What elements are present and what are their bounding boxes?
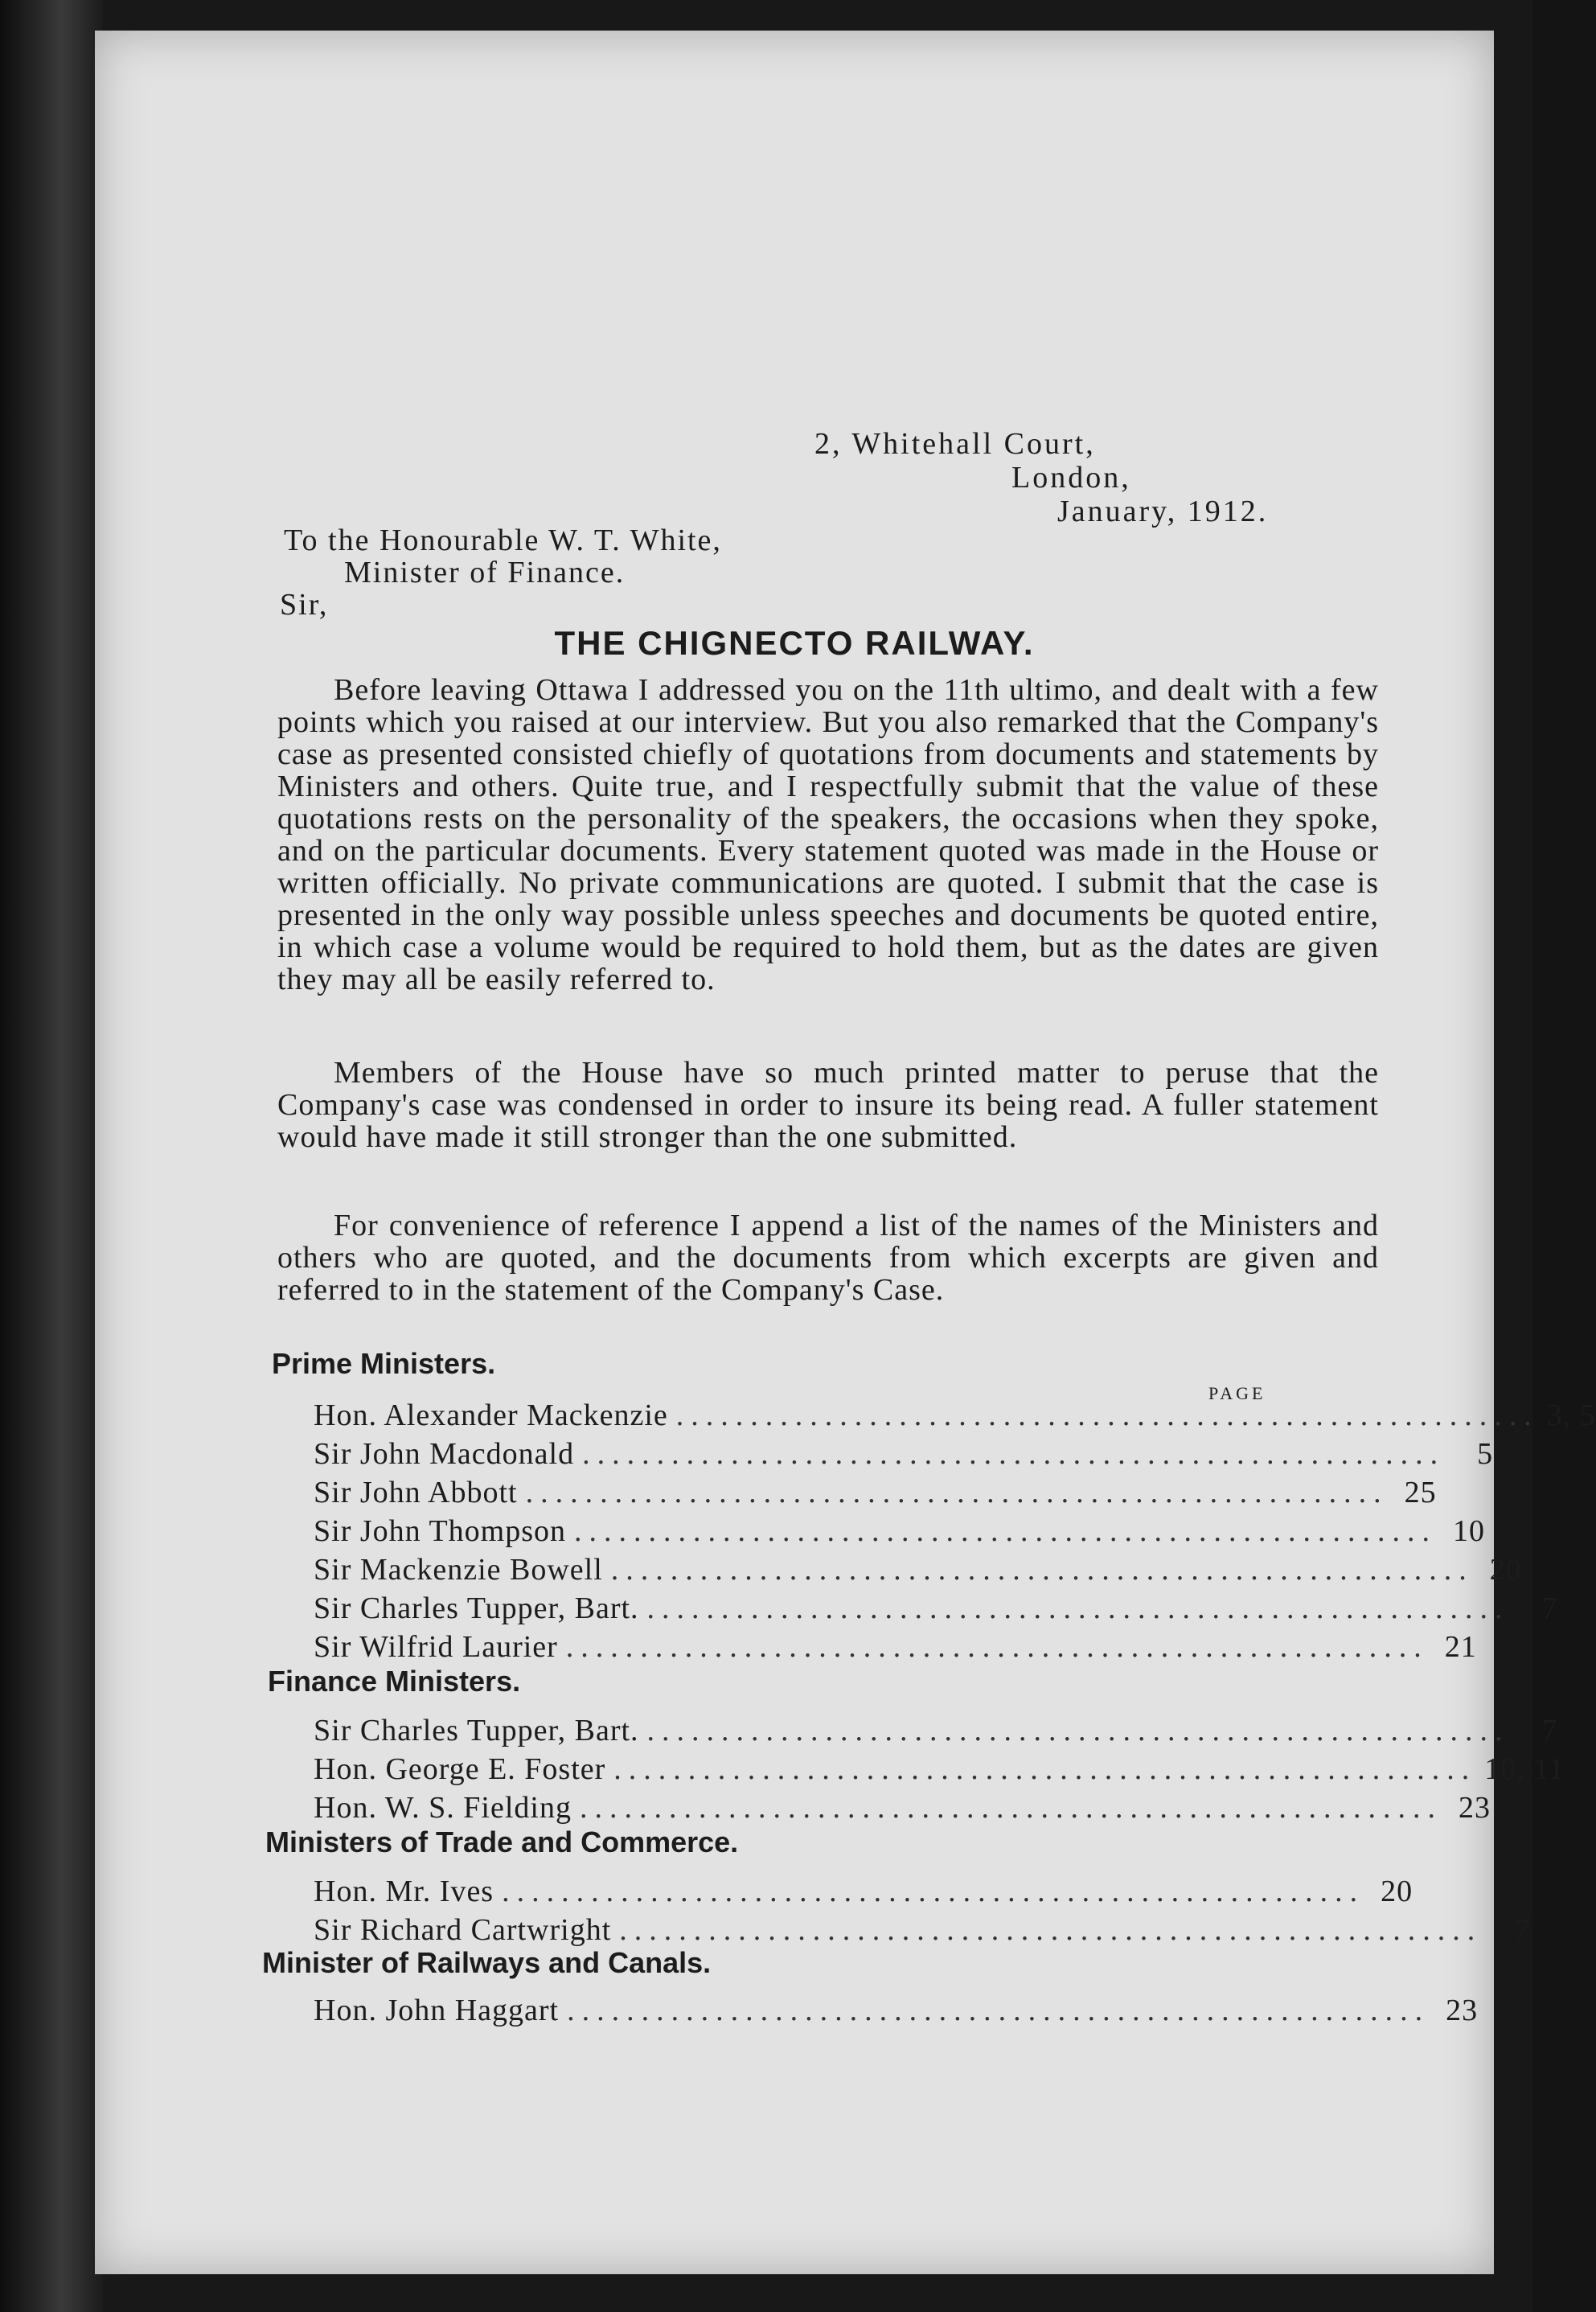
index-entry: Sir Mackenzie Bowell .......................................................... 20 xyxy=(314,1553,1522,1587)
addressee-title: Minister of Finance. xyxy=(344,556,626,589)
entry-name: Sir Charles Tupper, Bart. xyxy=(314,1714,639,1747)
entry-name: Sir John Abbott xyxy=(314,1476,518,1509)
book-binding-edge xyxy=(0,0,103,2312)
document-page xyxy=(95,31,1596,2274)
addressee-line: To the Honourable W. T. White, xyxy=(284,524,722,557)
entry-name: Sir John Macdonald xyxy=(314,1437,575,1471)
entry-page: 20 xyxy=(1489,1553,1522,1587)
entry-page: 10, 11 xyxy=(1484,1752,1565,1786)
entry-page: 23 xyxy=(1446,1994,1479,2027)
document-title: THE CHIGNECTO RAILWAY. xyxy=(554,624,1035,662)
entry-name: Hon. Mr. Ives xyxy=(314,1875,494,1908)
entry-name: Hon. John Haggart xyxy=(314,1994,560,2027)
section-heading-railways-canals: Minister of Railways and Canals. xyxy=(262,1946,712,1979)
index-entry: Sir Charles Tupper, Bart. .......................................................... 7 xyxy=(314,1591,1558,1625)
paragraph-2: Members of the House have so much printed matter to peruse that the Company's case was condensed in order to insure its being read. A fuller statement would have made it still stronger than the one submitted. xyxy=(277,1056,1379,1154)
paragraph-3: For convenience of reference I append a list of the names of the Ministers and others who are quoted, and the documents from which excerpts are given and referred to in the statement of the Company's Case. xyxy=(277,1209,1379,1307)
section-heading-prime-ministers: Prime Ministers. xyxy=(272,1347,496,1380)
index-entry: Sir John Thompson .......................................................... 10 xyxy=(314,1514,1486,1548)
index-entry: Sir Charles Tupper, Bart. .......................................................... 7 xyxy=(314,1714,1558,1747)
entry-name: Sir Mackenzie Bowell xyxy=(314,1553,603,1587)
index-entry: Hon. Alexander Mackenzie .......................................................... 3, 5 xyxy=(314,1398,1596,1432)
entry-name: Hon. George E. Foster xyxy=(314,1752,606,1786)
entry-page: 25 xyxy=(1404,1476,1437,1509)
entry-page: 5 xyxy=(1477,1437,1494,1471)
entry-name: Hon. W. S. Fielding xyxy=(314,1791,572,1825)
entry-page: 7 xyxy=(1541,1591,1558,1625)
index-entry: Sir John Macdonald .......................................................... 5 xyxy=(314,1437,1494,1471)
index-entry: Sir John Abbott .......................................................... 25 xyxy=(314,1476,1437,1509)
entry-page: 20 xyxy=(1381,1875,1413,1908)
address-line-street: 2, Whitehall Court, xyxy=(814,427,1096,461)
entry-name: Sir John Thompson xyxy=(314,1514,567,1548)
entry-page: 3, 5 xyxy=(1546,1398,1596,1432)
index-entry: Sir Wilfrid Laurier .......................................................... 21 xyxy=(314,1630,1477,1664)
entry-name: Sir Wilfrid Laurier xyxy=(314,1630,558,1664)
entry-page: 7 xyxy=(1541,1714,1558,1747)
salutation: Sir, xyxy=(280,588,329,622)
page-column-header: PAGE xyxy=(1208,1383,1266,1403)
entry-name: Sir Richard Cartwright xyxy=(314,1913,612,1947)
entry-page: 10 xyxy=(1453,1514,1486,1548)
address-line-date: January, 1912. xyxy=(1057,495,1269,528)
index-entry: Hon. Mr. Ives .......................................................... 20 xyxy=(314,1875,1413,1908)
index-entry: Hon. John Haggart .......................................................... 23 xyxy=(314,1994,1479,2027)
index-entry: Sir Richard Cartwright .......................................................... 7 xyxy=(314,1913,1531,1947)
entry-page: 7 xyxy=(1514,1913,1531,1947)
address-line-city: London, xyxy=(1011,461,1131,495)
index-entry: Hon. W. S. Fielding .......................................................... 23 xyxy=(314,1791,1491,1825)
section-heading-finance-ministers: Finance Ministers. xyxy=(268,1665,521,1698)
paragraph-1: Before leaving Ottawa I addressed you on the 11th ultimo, and dealt with a few points which you raised at our interview. But you also remarked that the Company's case as presented consisted chiefly of quotations from documents and statements by Ministers and others. Quite true, and I respectfully submit that the value of these quotations rests on the personality of the speakers, the occasions when they spoke, and on the particular documents. Every statement quoted was made in the House or written officially. No private communications are quoted. I submit that the case is presented in the only way possible unless speeches and documents be quoted entire, in which case a volume would be required to hold them, but as the dates are given they may all be easily referred to. xyxy=(277,673,1379,996)
entry-name: Sir Charles Tupper, Bart. xyxy=(314,1591,639,1625)
entry-name: Hon. Alexander Mackenzie xyxy=(314,1398,668,1432)
entry-page: 23 xyxy=(1458,1791,1491,1825)
entry-page: 21 xyxy=(1444,1630,1477,1664)
section-heading-trade-commerce: Ministers of Trade and Commerce. xyxy=(265,1825,739,1858)
index-entry: Hon. George E. Foster .......................................................... 10, 11 xyxy=(314,1752,1565,1786)
